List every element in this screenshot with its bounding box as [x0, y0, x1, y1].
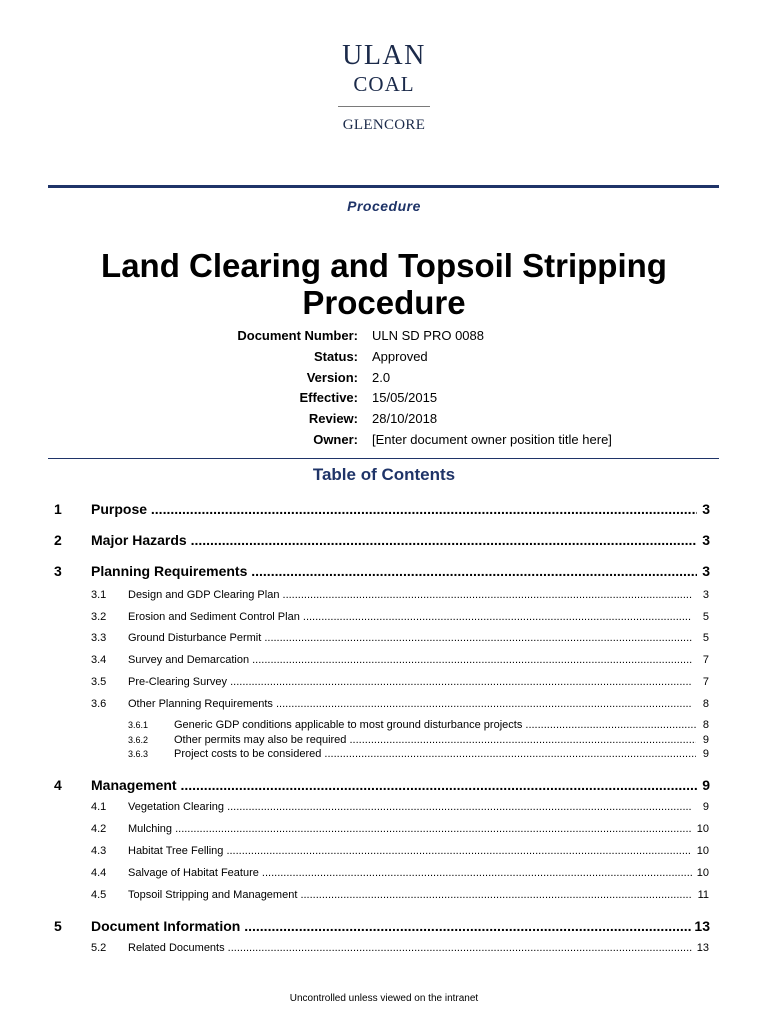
toc-page: 7 [700, 676, 709, 688]
toc-page: 8 [700, 698, 709, 710]
toc-text: Erosion and Sediment Control Plan ..... [128, 611, 692, 623]
toc-page: 10 [694, 823, 709, 835]
toc-number: 4.2 [91, 823, 107, 835]
toc-rule [48, 458, 719, 459]
toc-text: Vegetation Clearing ..... [128, 801, 692, 813]
toc-text: Related Documents ..... [128, 942, 692, 954]
toc-text: Topsoil Stripping and Management ..... [128, 889, 692, 901]
toc-number: 3.6.1 [128, 720, 149, 730]
toc-page: 5 [700, 632, 709, 644]
toc-number: 3.3 [91, 632, 107, 644]
toc-number: 5.2 [91, 942, 107, 954]
toc-page: 13 [691, 918, 710, 934]
toc-page: 7 [700, 654, 709, 666]
toc-number: 4.4 [91, 867, 107, 879]
toc-page: 3 [700, 589, 709, 601]
meta-value: 28/10/2018 [372, 411, 438, 426]
toc-text: Other Planning Requirements ..... [128, 698, 692, 710]
logo-glencore-text: GLENCORE [342, 117, 426, 133]
meta-label: Owner: [313, 432, 358, 447]
toc-text: Purpose ..... [91, 501, 697, 517]
logo-ulan-text: ULAN [342, 40, 426, 71]
meta-value: ULN SD PRO 0088 [372, 328, 484, 343]
toc-number: 3.6.2 [128, 735, 149, 745]
logo-coal-text: COAL [353, 72, 415, 96]
toc-text: Pre-Clearing Survey ..... [128, 676, 692, 688]
meta-value: 2.0 [372, 370, 391, 385]
toc-page: 13 [694, 942, 709, 954]
toc-number: 3.1 [91, 589, 107, 601]
toc-text: Other permits may also be required ..... [174, 734, 696, 746]
meta-label: Document Number: [237, 328, 358, 343]
toc-text: Major Hazards ..... [91, 532, 697, 548]
toc-page: 3 [699, 501, 710, 517]
toc-number: 4 [54, 777, 62, 793]
meta-value: [Enter document owner position title here] [372, 432, 612, 447]
toc-number: 4.1 [91, 801, 107, 813]
toc-number: 4.3 [91, 845, 107, 857]
toc-heading: Table of Contents [312, 465, 456, 484]
toc-page: 5 [700, 611, 709, 623]
meta-label: Status: [313, 349, 358, 364]
toc-number: 3.5 [91, 676, 107, 688]
toc-page: 3 [699, 563, 710, 579]
toc-page: 9 [699, 777, 710, 793]
toc-number: 5 [54, 918, 62, 934]
header-rule [48, 185, 719, 188]
toc-text: Management ..... [91, 777, 697, 793]
toc-text: Design and GDP Clearing Plan ..... [128, 589, 692, 601]
toc-number: 3.4 [91, 654, 107, 666]
toc-page: 10 [694, 867, 709, 879]
toc-text: Survey and Demarcation ..... [128, 654, 692, 666]
meta-value: 15/05/2015 [372, 390, 438, 405]
toc-page: 9 [700, 748, 709, 760]
toc-text: Salvage of Habitat Feature ..... [128, 867, 692, 879]
document-title: Land Clearing and Topsoil Stripping Procedure [101, 247, 667, 321]
toc-number: 3.6.3 [128, 749, 149, 759]
meta-label: Effective: [299, 390, 358, 405]
document-type: Procedure [347, 198, 421, 214]
page-footer: Uncontrolled unless viewed on the intranet [289, 993, 479, 1004]
toc-text: Habitat Tree Felling ..... [128, 845, 692, 857]
toc-page: 11 [695, 889, 709, 901]
toc-text: Ground Disturbance Permit ..... [128, 632, 692, 644]
toc-number: 3.2 [91, 611, 107, 623]
toc-page: 9 [700, 734, 709, 746]
toc-number: 3 [54, 563, 62, 579]
toc-text: Document Information ..... [91, 918, 697, 934]
toc-text: Mulching ..... [128, 823, 692, 835]
toc-text: Planning Requirements ..... [91, 563, 697, 579]
toc-page: 10 [694, 845, 709, 857]
toc-page: 8 [700, 719, 709, 731]
toc-number: 1 [54, 501, 62, 517]
meta-label: Review: [308, 411, 358, 426]
toc-page: 3 [699, 532, 710, 548]
logo-divider [338, 106, 430, 107]
toc-number: 3.6 [91, 698, 107, 710]
meta-label: Version: [306, 370, 358, 385]
toc-page: 9 [700, 801, 709, 813]
toc-number: 4.5 [91, 889, 107, 901]
toc-text: Generic GDP conditions applicable to most ground disturbance projects ..... [174, 719, 696, 731]
meta-value: Approved [372, 349, 428, 364]
toc-text: Project costs to be considered ..... [174, 748, 696, 760]
toc-number: 2 [54, 532, 62, 548]
